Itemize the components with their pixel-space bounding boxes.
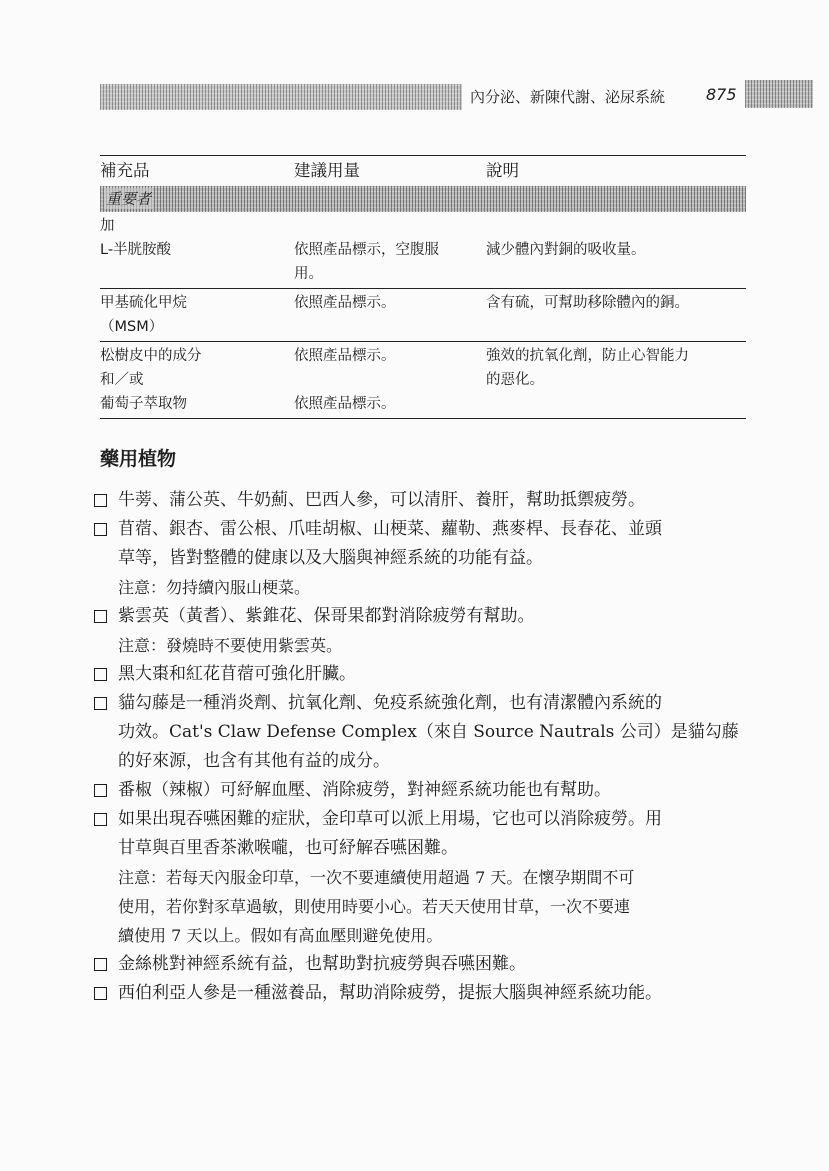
cell-line: 依照產品標示，空腹服 [294, 242, 439, 258]
page-number: 875 [706, 85, 737, 104]
running-head-title: 內分泌、新陳代謝、泌尿系統 [466, 86, 669, 110]
item-note-line: 注意：勿持續內服山梗菜。 [118, 578, 311, 597]
header-decorative-band [100, 84, 462, 110]
notes-cell [486, 344, 746, 416]
table-body [100, 212, 746, 418]
list-item [94, 602, 754, 631]
dosage-cell [294, 344, 486, 416]
supplement-table [100, 155, 746, 419]
column-header-notes: 說明 [486, 161, 519, 180]
list-item [94, 776, 754, 805]
item-text-line: 紫雲英（黃耆）、紫錐花、保哥果都對消除疲勞有幫助。 [118, 606, 535, 626]
list-item [94, 805, 754, 863]
item-text-line: 草等，皆對整體的健康以及大腦與神經系統的功能有益。 [118, 548, 543, 568]
checkbox-icon [94, 958, 107, 971]
cell-line: 加 [100, 218, 115, 234]
list-item [94, 950, 754, 979]
cell-line: 依照產品標示。 [294, 348, 396, 364]
list-item [94, 689, 754, 776]
checkbox-icon [94, 784, 107, 797]
cell-line: 依照產品標示。 [294, 295, 396, 311]
cell-line: 依照產品標示。 [294, 396, 396, 412]
item-text-line: 如果出現吞嚥困難的症狀，金印草可以派上用場，它也可以消除疲勞。用 [118, 809, 662, 829]
list-item [94, 515, 754, 573]
table-row [100, 342, 746, 418]
table-row [100, 212, 746, 288]
checkbox-icon [94, 610, 107, 623]
checkbox-icon [94, 668, 107, 681]
notes-cell [486, 214, 746, 286]
item-text-line: 甘草與百里香茶漱喉嚨，也可紓解吞嚥困難。 [118, 838, 458, 858]
item-note-line: 使用，若你對豕草過敏，則使用時要小心。若天天使用甘草，一次不要連 [118, 897, 631, 916]
table-category-band [100, 186, 746, 212]
dosage-cell [294, 291, 486, 339]
header-decorative-block [745, 80, 813, 108]
cell-line: 甲基硫化甲烷 [100, 295, 187, 311]
cell-line [486, 214, 746, 238]
cell-line: 用。 [294, 266, 323, 282]
item-text-line: 的好來源，也含有其他有益的成分。 [118, 751, 390, 771]
item-text-line: 牛蒡、蒲公英、牛奶薊、巴西人參，可以清肝、養肝，幫助抵禦疲勞。 [118, 490, 645, 510]
checkbox-icon [94, 494, 107, 507]
item-text-line: 苜蓿、銀杏、雷公根、爪哇胡椒、山梗菜、蘿勒、燕麥桿、長春花、並頭 [118, 519, 662, 539]
list-item [94, 486, 754, 515]
item-text-line: 貓勾藤是一種消炎劑、抗氧化劑、免疫系統強化劑，也有清潔體內系統的 [118, 693, 662, 713]
cell-line: 松樹皮中的成分 [100, 348, 202, 364]
table-header [100, 156, 746, 186]
checkbox-icon [94, 697, 107, 710]
item-text-line: 番椒（辣椒）可紓解血壓、消除疲勞，對神經系統功能也有幫助。 [118, 780, 611, 800]
item-text-line: 功效。Cat's Claw Defense Complex（來自 Source Nautrals 公司）是貓勾藤 [118, 722, 739, 742]
cell-line: 葡萄子萃取物 [100, 396, 187, 412]
supplement-cell [100, 291, 294, 339]
section-title: 藥用植物 [100, 448, 177, 470]
herb-list [94, 486, 754, 1008]
list-item [94, 979, 754, 1008]
item-note-line: 注意：發燒時不要使用紫雲英。 [118, 636, 343, 655]
cell-line: 的惡化。 [486, 372, 544, 388]
category-band-shading [100, 186, 746, 212]
item-text-line: 黑大棗和紅花苜蓿可強化肝臟。 [118, 664, 356, 684]
cell-line: L-半胱胺酸 [100, 242, 172, 258]
table-bottom-rule [100, 418, 746, 419]
item-text-line: 金絲桃對神經系統有益，也幫助對抗疲勞與吞嚥困難。 [118, 954, 526, 974]
cell-line: 減少體內對銅的吸收量。 [486, 242, 646, 258]
supplement-cell [100, 344, 294, 416]
dosage-cell [294, 214, 486, 286]
checkbox-icon [94, 987, 107, 1000]
supplement-cell [100, 214, 294, 286]
category-label: 重要者 [106, 190, 152, 208]
cell-line: 含有硫，可幫助移除體內的銅。 [486, 295, 689, 311]
column-header-supplement: 補充品 [100, 161, 150, 180]
item-note-line: 續使用 7 天以上。假如有高血壓則避免使用。 [118, 926, 443, 945]
cell-line: （MSM） [100, 319, 164, 335]
column-header-dosage: 建議用量 [294, 161, 360, 180]
cell-line [294, 214, 486, 238]
cell-line: 強效的抗氧化劑，防止心智能力 [486, 348, 689, 364]
cell-line [294, 368, 486, 392]
checkbox-icon [94, 813, 107, 826]
checkbox-icon [94, 523, 107, 536]
cell-line: 和／或 [100, 372, 144, 388]
item-text-line: 西伯利亞人參是一種滋養品，幫助消除疲勞，提振大腦與神經系統功能。 [118, 983, 662, 1003]
table-row [100, 289, 746, 341]
notes-cell [486, 291, 746, 339]
list-item [94, 660, 754, 689]
item-note-line: 注意：若每天內服金印草，一次不要連續使用超過 7 天。在懷孕期間不可 [118, 868, 635, 887]
